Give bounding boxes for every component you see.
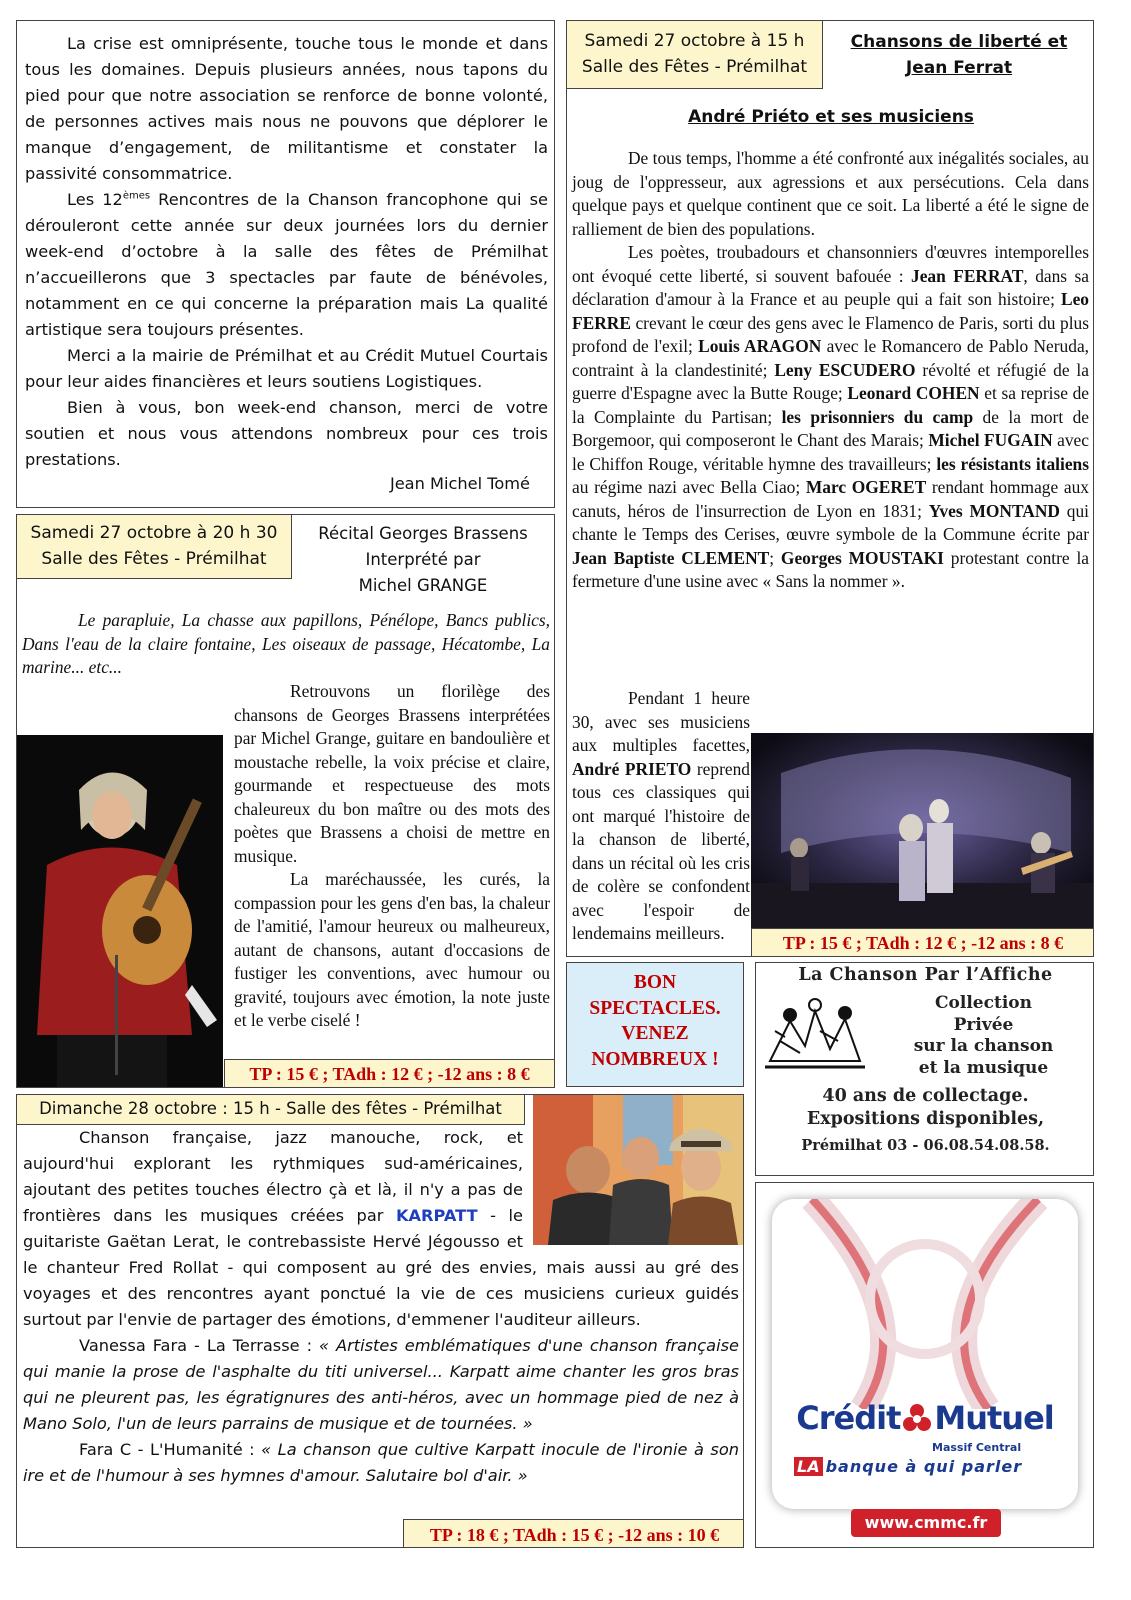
brassens-paragraph-1: Retrouvons un florilège des chansons de Georges Brassens interprétées par Michel Grange, guitare en bandoulière et moustache rebelle, la voix précise et claire, gourmande et respectueuse des mots chaleureux du bon maître ou des mots des poètes que Brassens a choisi de mettre en musique. La maréchaussée, les curés, la compassion pour les gens d'en bas, la chaleur de l'amitié, l'amour heureux ou malheureux, autant de chansons, autant d'occasions de fustiger les conventions, avec humour ou gravité, toujours avec émotion, la note juste et le verbe ciselé ! xyxy=(234,681,550,1030)
bon-spectacles-box: BON SPECTACLES. VENEZ NOMBREUX ! xyxy=(566,962,744,1087)
ferrat-text xyxy=(572,147,1089,594)
brassens-title: Récital Georges Brassens Interprété par Michel GRANGE xyxy=(318,524,528,595)
brassens-box xyxy=(16,514,555,1088)
ferrat-price: TP : 15 € ; TAdh : 12 € ; -12 ans : 8 € xyxy=(751,928,1094,957)
credit-mutuel-region: Massif Central xyxy=(932,1441,1022,1454)
michel-grange-photo xyxy=(17,735,223,1088)
credit-mutuel-slogan: LA banque à qui parler xyxy=(794,1457,1056,1476)
affiche-collectage: 40 ans de collectage. Expositions disponibles, xyxy=(806,1086,1045,1129)
ferrat-paragraph-1: De tous temps, l'homme a été confronté aux inégalités sociales, au joug de l'oppresseur, aux agressions et aux persécutions. Cela dans quelque pays et quelque continent que ce soit. La liberté a été le signe de ralliement de bien des populations. xyxy=(572,148,1089,239)
intro-box xyxy=(16,20,555,508)
intro-paragraph-3: Merci a la mairie de Prémilhat et au Crédit Mutuel Courtais pour leur aides financières et leurs soutiens Logistiques. xyxy=(25,346,548,391)
ferrat-subtitle: André Priéto et ses musiciens xyxy=(688,107,974,127)
affiche-drawing xyxy=(760,991,870,1073)
brassens-songs: Le parapluie, La chasse aux papillons, Pénélope, Bancs publics, Dans l'eau de la claire fontaine, Les oiseaux de passage, Hécatombe, La marine... etc... xyxy=(22,610,550,677)
karpatt-quote-2: Fara C - L'Humanité : « La chanson que cultive Karpatt inocule de l'ironie à son ire et de l'humour à ses hymnes d'amour. Salutaire bol d'air. » xyxy=(23,1440,740,1485)
ferrat-box xyxy=(566,20,1094,957)
brassens-date-tag: Samedi 27 octobre à 20 h 30 Salle des Fêtes - Prémilhat xyxy=(17,515,292,579)
prieto-concert-photo xyxy=(751,733,1094,929)
credit-mutuel-card xyxy=(772,1199,1078,1509)
signature: Jean Michel Tomé xyxy=(389,474,530,493)
credit-mutuel-url[interactable]: www.cmmc.fr xyxy=(851,1509,1001,1537)
ferrat-title: Chansons de liberté et Jean Ferrat xyxy=(850,32,1068,78)
intro-paragraph-4: Bien à vous, bon week-end chanson, merci de votre soutien et nous vous attendons nombreux pour ces trois prestations. xyxy=(25,398,548,469)
band-name: KARPATT xyxy=(395,1206,478,1225)
intro-paragraph-2: Les 12èmes Rencontres de la Chanson francophone qui se dérouleront cette année sur deux journées lors du dernier week-end d’octobre à la salle des fêtes de Prémilhat n’accueillerons que 3 spectacles par faute de bénévoles, notamment en ce qui concerne la préparation mais La qualité artistique sera toujours présentes. xyxy=(25,190,548,339)
intro-paragraph-1: La crise est omniprésente, touche tous le monde et dans tous les domaines. Depuis plusieurs années, nous tapons du pied pour que notre association se renforce de bonne volonté, de personnes actives mais nous ne pouvons que déplorer le manque d’engagement, de militantisme et constater la passivité consommatrice. xyxy=(25,34,548,183)
ferrat-paragraph-2: Les poètes, troubadours et chansonniers d'œuvres intemporelles ont évoqué cette liberté, si souvent bafouée : Jean FERRAT, dans sa déclaration d'amour à la France et au peuple qui a fait son histoire; Leo FERRE crevant le cœur des gens avec le Flamenco de Paris, sorti du plus profond de l'exil; Louis ARAGON avec le Romancero de Pablo Neruda, contraint à la clandestinité; Leny ESCUDERO révolté et réfugié de la guerre d'Espagne avec la Butte Rouge; Leonard COHEN et sa reprise de la Complainte du Partisan; les prisonniers du camp de la mort de Borgemoor, qui composeront le Chant des Marais; Michel FUGAIN avec le Chiffon Rouge, véritable hymne des travailleurs; les résistants italiens au régime nazi avec Bella Ciao; Marc OGERET rendant hommage aux canuts, héros de l'insurrection de Lyon en 1831; Yves MONTAND qui chante le Temps des Cerises, œuvre symbole de la Commune écrite par Jean Baptiste CLEMENT; Georges MOUSTAKI protestant contre la fermeture d'une usine avec « Sans la nommer ». xyxy=(572,242,1090,591)
affiche-box xyxy=(755,962,1094,1176)
karpatt-date-tag: Dimanche 28 octobre : 15 h - Salle des fêtes - Prémilhat xyxy=(17,1095,525,1125)
karpatt-paragraph-1: Chanson française, jazz manouche, rock, et aujourd'hui explorant les rythmiques sud-américaines, ajoutant des petites touches électro çà et là, il n'y a pas de frontières dans les musiques créées par KARPATT - le guitariste Gaëtan Lerat, le contrebassiste Hervé Jégousso et le chanteur Fred Rollat - qui composent au gré des envies, mais aussi au gré des voyages et des rencontres ayant ponctué la vie de ces musiciens curieux guidés surtout par l'envie de partager des émotions, d'emmener l'auditeur ailleurs. xyxy=(23,1128,739,1329)
credit-mutuel-logo: Crédit Mutuel xyxy=(796,1399,1054,1437)
affiche-collection: Collection Privée sur la chanson et la musique xyxy=(913,993,1054,1078)
superscript: èmes xyxy=(122,190,151,202)
karpatt-box xyxy=(16,1094,744,1548)
karpatt-quote-1: Vanessa Fara - La Terrasse : « Artistes emblématiques d'une chanson française qui manie la prose de l'asphalte du titi universel... Karpatt aime chanter les gros bras qui ne pleurent pas, les égratignures des anti-héros, avec un hommage pied de nez à Mano Solo, l'un de leurs parrains de musique et de tournées. » xyxy=(23,1336,739,1433)
credit-mutuel-swoosh xyxy=(772,1199,1078,1409)
credit-mutuel-emblem-icon xyxy=(902,1403,932,1433)
brassens-price: TP : 15 € ; TAdh : 12 € ; -12 ans : 8 € xyxy=(224,1059,554,1088)
credit-mutuel-ad xyxy=(755,1182,1094,1548)
affiche-title: La Chanson Par l’Affiche xyxy=(798,965,1053,985)
ferrat-date-tag: Samedi 27 octobre à 15 h Salle des Fêtes - Prémilhat xyxy=(567,21,823,89)
karpatt-text xyxy=(23,1125,739,1489)
affiche-contact: Prémilhat 03 - 06.08.54.08.58. xyxy=(801,1137,1050,1154)
karpatt-price: TP : 18 € ; TAdh : 15 € ; -12 ans : 10 € xyxy=(403,1519,744,1548)
ferrat-paragraph-3: Pendant 1 heure 30, avec ses musiciens aux multiples facettes, André PRIETO reprend tous ces classiques qui ont marqué l'histoire de la chanson de liberté, dans un récital où les cris de colère se confondent avec l'espoir de lendemains meilleurs. xyxy=(572,688,750,943)
